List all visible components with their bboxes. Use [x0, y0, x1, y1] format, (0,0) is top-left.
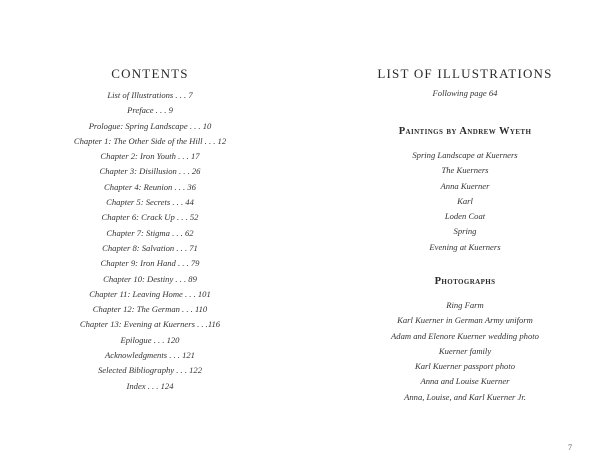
contents-entry: Index . . . 124 — [126, 380, 174, 391]
contents-entry: Chapter 8: Salvation . . . 71 — [102, 242, 198, 253]
photograph-item: Kuerner family — [438, 345, 492, 356]
contents-entry: Chapter 10: Destiny . . . 89 — [103, 273, 197, 284]
photograph-item: Adam and Elenore Kuerner wedding photo — [391, 330, 539, 341]
page-number: 7 — [568, 443, 572, 452]
contents-list — [40, 88, 260, 394]
painting-item: The Kuerners — [441, 165, 489, 176]
contents-entry: Chapter 11: Leaving Home . . . 101 — [89, 288, 211, 299]
contents-entry: Chapter 4: Reunion . . . 36 — [104, 181, 196, 192]
painting-item: Karl — [457, 195, 473, 206]
contents-entry: Chapter 2: Iron Youth . . . 17 — [100, 151, 200, 162]
contents-entry: Chapter 6: Crack Up . . . 52 — [101, 212, 199, 223]
paintings-subheading: Paintings by Andrew Wyeth — [398, 126, 532, 137]
contents-entry: Preface . . . 9 — [127, 105, 173, 116]
contents-entry: Acknowledgments . . . 121 — [105, 350, 195, 361]
paintings-list — [340, 148, 590, 255]
following-page-note: Following page 64 — [432, 88, 498, 98]
contents-entry: Chapter 5: Secrets . . . 44 — [106, 197, 194, 208]
photograph-item: Ring Farm — [446, 300, 484, 310]
photograph-item: Karl Kuerner passport photo — [414, 361, 516, 372]
contents-entry: Chapter 13: Evening at Kuerners . . .116 — [79, 319, 221, 330]
photograph-item: Anna, Louise, and Karl Kuerner Jr. — [404, 391, 526, 402]
contents-entry: Epilogue . . . 120 — [120, 334, 180, 345]
contents-entry: Chapter 3: Disillusion . . . 26 — [99, 166, 201, 177]
photograph-item: Karl Kuerner in German Army uniform — [397, 315, 533, 326]
painting-item: Anna Kuerner — [440, 180, 490, 191]
contents-entry: List of Illustrations . . . 7 — [107, 90, 193, 100]
painting-item: Loden Coat — [444, 211, 486, 222]
contents-entry: Chapter 12: The German . . . 110 — [92, 304, 208, 315]
contents-entry: Chapter 9: Iron Hand . . . 79 — [100, 258, 200, 269]
photograph-item: Anna and Louise Kuerner — [420, 376, 510, 387]
painting-item: Spring Landscape at Kuerners — [412, 150, 518, 160]
illustrations-heading: LIST OF ILLUSTRATIONS — [377, 66, 553, 81]
painting-item: Evening at Kuerners — [429, 241, 501, 252]
contents-entry: Chapter 1: The Other Side of the Hill . . . 12 — [73, 135, 227, 146]
contents-entry: Selected Bibliography . . . 122 — [97, 365, 203, 376]
photographs-list — [340, 298, 590, 405]
painting-item: Spring — [453, 226, 477, 237]
photographs-subheading: Photographs — [434, 276, 496, 287]
contents-entry: Prologue: Spring Landscape . . . 10 — [88, 120, 212, 131]
contents-heading: CONTENTS — [111, 66, 189, 81]
contents-entry: Chapter 7: Stigma . . . 62 — [106, 227, 194, 238]
